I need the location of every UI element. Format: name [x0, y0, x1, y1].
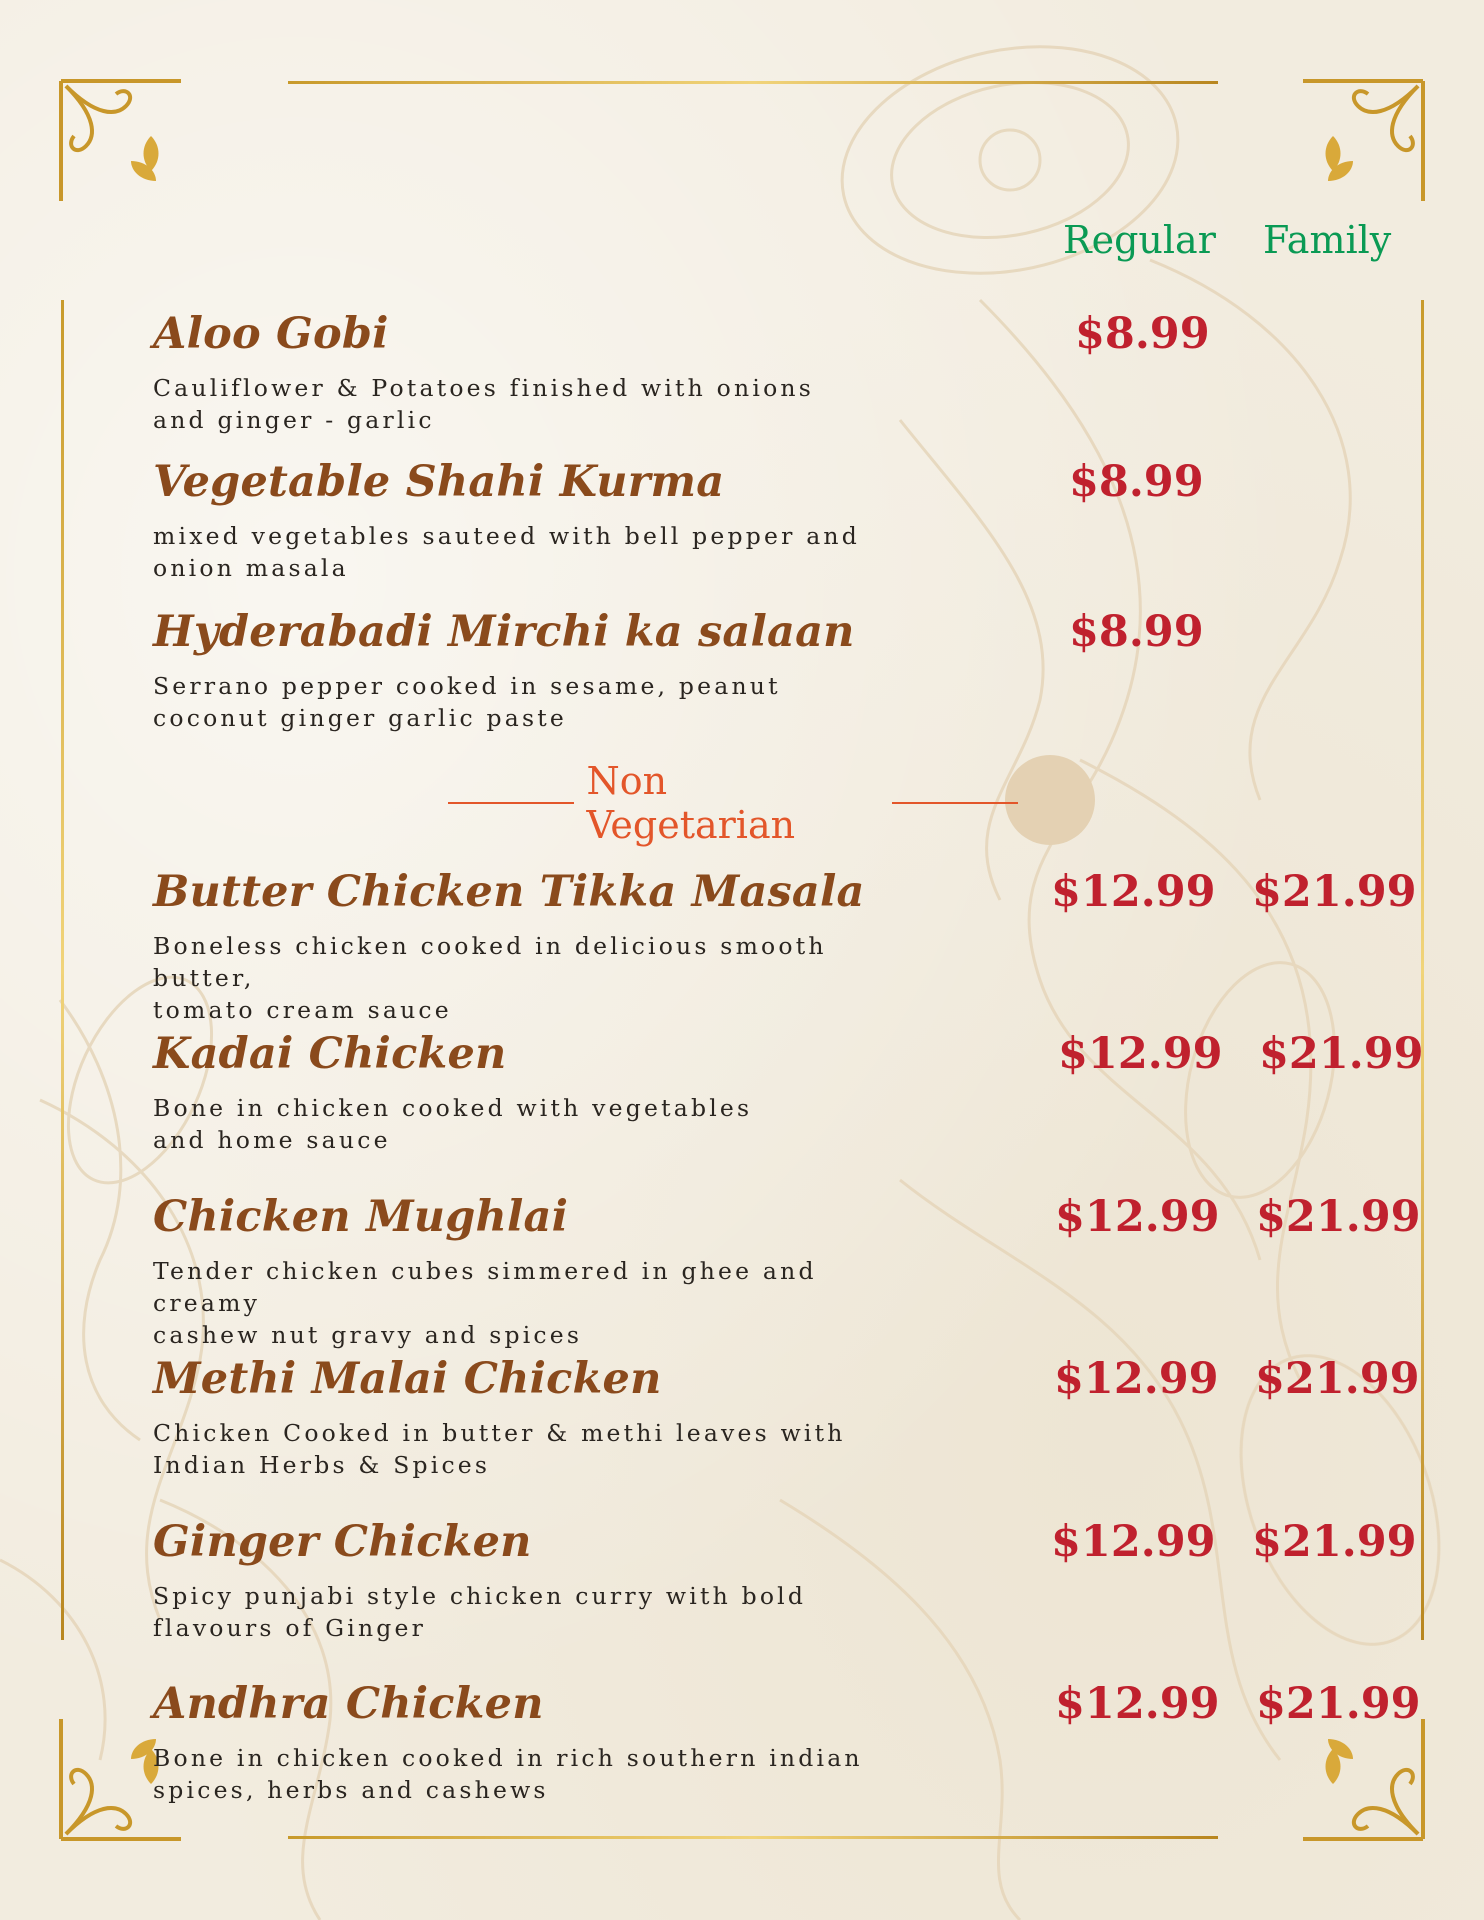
- frame-bottom-line: [288, 1836, 1218, 1839]
- section-title: Non Vegetarian: [586, 759, 796, 847]
- menu-item: [153, 1028, 1424, 1156]
- price-regular: $12.99: [1054, 1354, 1219, 1404]
- price-regular: $12.99: [1055, 1192, 1220, 1242]
- item-description: Cauliflower & Potatoes finished with onions and ginger - garlic: [153, 374, 815, 434]
- menu-item: [153, 1678, 1421, 1806]
- price-regular: $12.99: [1058, 1029, 1223, 1079]
- item-name: Kadai Chicken: [153, 1029, 507, 1079]
- item-description: Spicy punjabi style chicken curry with bold flavours of Ginger: [153, 1582, 807, 1642]
- menu-item: [153, 866, 1417, 1026]
- item-description: Bone in chicken cooked with vegetables and home sauce: [153, 1094, 753, 1154]
- price-regular: $12.99: [1055, 1679, 1220, 1729]
- price-regular: $8.99: [1069, 457, 1204, 507]
- price-family: $21.99: [1252, 867, 1417, 917]
- item-name: Ginger Chicken: [153, 1517, 532, 1567]
- divider-line-right: [892, 802, 1018, 804]
- column-header-family: Family: [1263, 218, 1392, 262]
- price-family: $21.99: [1256, 1679, 1421, 1729]
- price-regular: $12.99: [1051, 867, 1216, 917]
- item-description: Bone in chicken cooked in rich southern indian spices, herbs and cashews: [153, 1744, 863, 1804]
- menu-item: [153, 1191, 1421, 1351]
- menu-item: [153, 1516, 1417, 1644]
- item-description: mixed vegetables sauteed with bell pepper and onion masala: [153, 522, 861, 582]
- price-family: $21.99: [1256, 1192, 1421, 1242]
- item-description: Tender chicken cubes simmered in ghee and creamy cashew nut gravy and spices: [153, 1257, 817, 1349]
- menu-item: [153, 308, 1413, 436]
- item-name: Andhra Chicken: [153, 1679, 544, 1729]
- corner-ornament-top-left: [56, 76, 186, 206]
- column-header-regular: Regular: [1063, 218, 1216, 262]
- item-description: Boneless chicken cooked in delicious smooth butter, tomato cream sauce: [153, 932, 827, 1024]
- item-name: Butter Chicken Tikka Masala: [153, 867, 865, 917]
- frame-right-line: [1421, 300, 1424, 1640]
- frame-left-line: [61, 300, 64, 1640]
- item-name: Methi Malai Chicken: [153, 1354, 662, 1404]
- item-name: Aloo Gobi: [153, 309, 389, 359]
- price-family: $21.99: [1252, 1517, 1417, 1567]
- menu-item: [153, 456, 1413, 584]
- section-divider: [448, 759, 1018, 847]
- price-regular: $12.99: [1051, 1517, 1216, 1567]
- item-description: Chicken Cooked in butter & methi leaves with Indian Herbs & Spices: [153, 1419, 846, 1479]
- item-name: Vegetable Shahi Kurma: [153, 457, 725, 507]
- price-family: $21.99: [1259, 1029, 1424, 1079]
- item-name: Hyderabadi Mirchi ka salaan: [153, 607, 855, 657]
- corner-ornament-top-right: [1298, 76, 1428, 206]
- price-family: $21.99: [1255, 1354, 1420, 1404]
- price-regular: $8.99: [1069, 607, 1204, 657]
- divider-line-left: [448, 802, 574, 804]
- menu-item: [153, 606, 1413, 734]
- price-regular: $8.99: [1075, 309, 1210, 359]
- frame-top-line: [288, 81, 1218, 84]
- menu-item: [153, 1353, 1420, 1481]
- item-name: Chicken Mughlai: [153, 1192, 569, 1242]
- item-description: Serrano pepper cooked in sesame, peanut coconut ginger garlic paste: [153, 672, 781, 732]
